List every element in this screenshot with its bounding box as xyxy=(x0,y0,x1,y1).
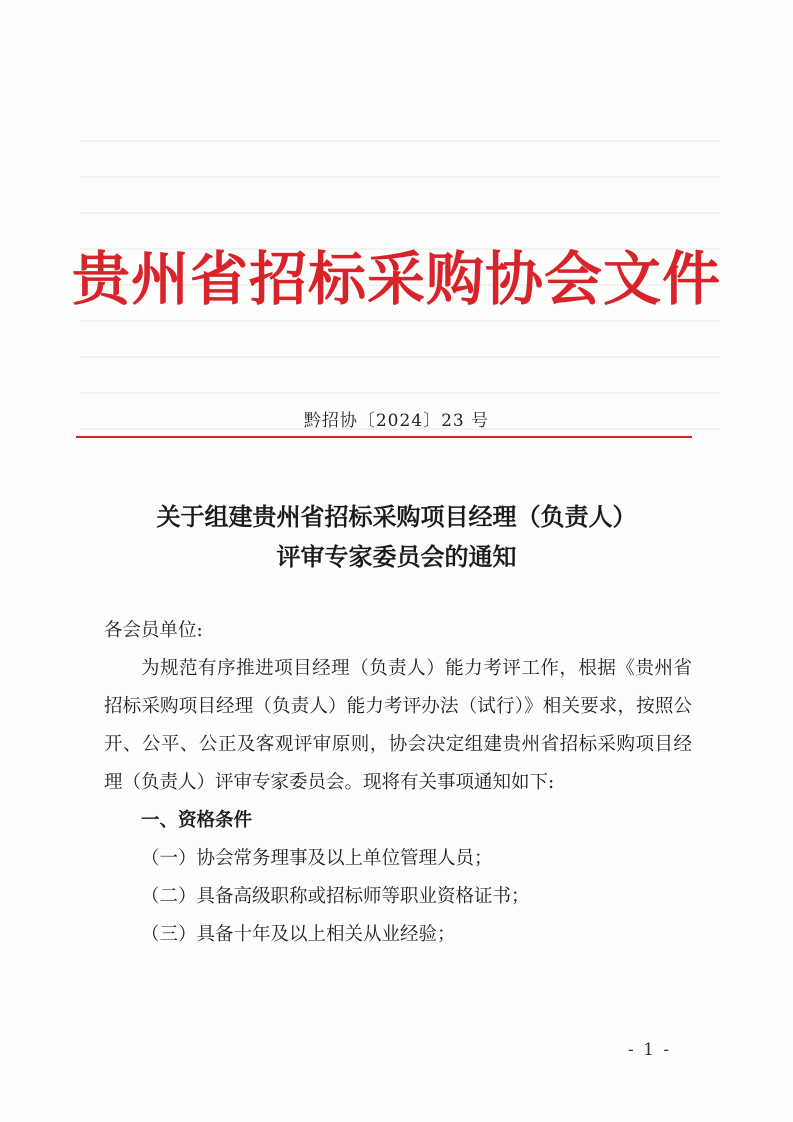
salutation: 各会员单位: xyxy=(104,620,203,641)
intro-paragraph: 为规范有序推进项目经理（负责人）能力考评工作，根据《贵州省招标采购项目经理（负责人）能力考评办法（试行）》相关要求，按照公开、公平、公正及客观评审原则，协会决定组建贵州省招标采购项目经理（负责人）评审专家委员会。现将有关事项通知如下: xyxy=(104,658,692,793)
document-number: 黔招协〔2024〕23 号 xyxy=(303,411,490,431)
qualification-item-3: （三）具备十年及以上相关从业经验； xyxy=(141,924,456,945)
notice-title-line-1: 关于组建贵州省招标采购项目经理（负责人） xyxy=(156,503,637,531)
bleed-through-texture xyxy=(80,140,720,500)
red-divider-line xyxy=(76,436,692,438)
notice-body xyxy=(104,612,692,954)
page-number: - 1 - xyxy=(628,1040,672,1060)
qualification-item-1: （一）协会常务理事及以上单位管理人员； xyxy=(141,848,493,869)
qualification-item-2: （二）具备高级职称或招标师等职业资格证书； xyxy=(141,886,530,907)
document-header-title: 贵州省招标采购协会文件 xyxy=(71,245,721,313)
section-heading-qualifications: 一、资格条件 xyxy=(141,810,253,831)
notice-title-line-2: 评审专家委员会的通知 xyxy=(276,543,517,571)
notice-title xyxy=(60,497,733,577)
